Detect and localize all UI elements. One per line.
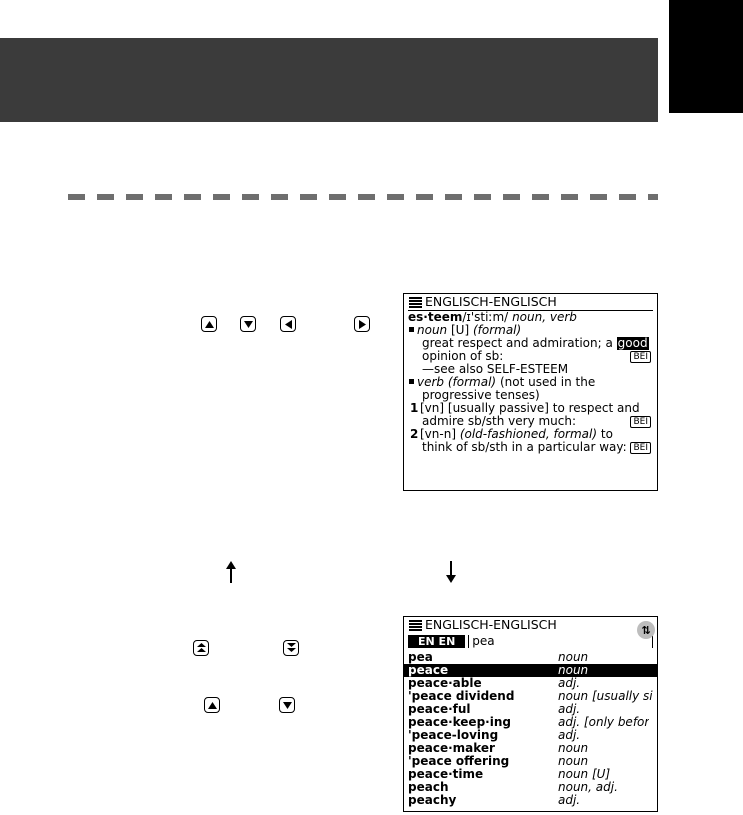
- example-button[interactable]: BEI: [630, 442, 651, 454]
- dashed-divider: [68, 194, 658, 200]
- list-item[interactable]: [404, 755, 657, 768]
- up-key-icon: [204, 697, 220, 713]
- right-key-icon: [354, 316, 370, 332]
- page-up-key-icon: [193, 640, 209, 656]
- part-of-speech: verb: [417, 376, 445, 389]
- register-label: (old-fashioned, formal): [459, 428, 598, 441]
- screen-title: ENGLISCH-ENGLISCH: [425, 617, 557, 632]
- up-key-icon: [201, 316, 217, 332]
- entry-line: [408, 376, 653, 389]
- list-item-word: 'peace dividend: [408, 690, 515, 703]
- list-item-pos: noun [usually si: [558, 690, 653, 703]
- list-item-word: peace·time: [408, 768, 484, 781]
- menu-icon: [409, 297, 422, 307]
- highlighted-word: good: [617, 337, 648, 350]
- left-key-icon: [280, 316, 296, 332]
- down-arrow-icon: [446, 561, 456, 583]
- list-item-word: peace: [408, 664, 449, 677]
- list-item[interactable]: [404, 677, 657, 690]
- list-item[interactable]: [404, 742, 657, 755]
- entry-body: [404, 311, 657, 454]
- entry-text: great respect and admiration; a: [422, 337, 617, 350]
- list-item-word: peace·ful: [408, 703, 471, 716]
- list-item[interactable]: [404, 703, 657, 716]
- register-label: (formal): [472, 324, 522, 337]
- list-item-pos: noun [U]: [558, 768, 611, 781]
- register-label: (formal): [447, 376, 497, 389]
- entry-line: [408, 350, 653, 363]
- entry-line: [408, 441, 653, 454]
- list-item-word: 'peace offering: [408, 755, 510, 768]
- example-button[interactable]: BEI: [630, 416, 651, 428]
- list-item-word: peace·keep·ing: [408, 716, 511, 729]
- word-list-screen: [403, 616, 658, 812]
- part-of-speech: noun, verb: [512, 311, 577, 324]
- list-item-pos: noun: [558, 742, 589, 755]
- word-list: [404, 651, 657, 807]
- sense-number: 2: [410, 428, 419, 441]
- list-item[interactable]: [404, 781, 657, 794]
- list-item-pos: noun: [558, 755, 589, 768]
- screen-title-bar: [404, 294, 657, 310]
- entry-text: [U]: [447, 324, 473, 337]
- entry-line: [408, 402, 653, 415]
- list-item[interactable]: [404, 651, 657, 664]
- headword: es·teem: [408, 311, 463, 324]
- search-input[interactable]: pea: [468, 635, 653, 648]
- list-item[interactable]: [404, 794, 657, 807]
- entry-line: [408, 324, 653, 337]
- menu-icon: [409, 620, 422, 630]
- list-item-pos: adj.: [558, 677, 581, 690]
- entry-text: admire sb/sth very much:: [422, 415, 577, 428]
- example-button[interactable]: BEI: [630, 351, 651, 363]
- list-item-pos: adj.: [558, 729, 581, 742]
- list-item-word: peace·able: [408, 677, 482, 690]
- entry-line: [408, 428, 653, 441]
- list-item-pos: adj. [only befor: [558, 716, 650, 729]
- section-header-bar: [0, 38, 658, 122]
- list-item[interactable]: [404, 729, 657, 742]
- entry-text: (not used in the: [496, 376, 596, 389]
- list-item-pos: noun: [558, 664, 589, 677]
- screen-title: ENGLISCH-ENGLISCH: [425, 294, 557, 309]
- pronunciation: /ɪ'stiːm/: [462, 311, 509, 324]
- headword-line: [408, 311, 653, 324]
- dictionary-badge: EN EN: [408, 635, 465, 648]
- list-item[interactable]: [404, 768, 657, 781]
- entry-line: [408, 363, 653, 376]
- list-item-word: peachy: [408, 794, 457, 807]
- entry-text: think of sb/sth in a particular way:: [422, 441, 627, 454]
- entry-line: [408, 415, 653, 428]
- list-item-word: peace·maker: [408, 742, 495, 755]
- entry-text: progressive tenses): [422, 389, 540, 402]
- list-item-word: 'peace-loving: [408, 729, 499, 742]
- down-key-icon: [279, 697, 295, 713]
- list-item-word: pea: [408, 651, 433, 664]
- list-item-pos: noun: [558, 651, 589, 664]
- entry-text: [vn] [usually passive] to respect and: [420, 402, 640, 415]
- down-key-icon: [240, 316, 256, 332]
- list-item-word: peach: [408, 781, 449, 794]
- search-row: [408, 634, 653, 649]
- list-item-pos: noun, adj.: [558, 781, 618, 794]
- list-item[interactable]: [404, 716, 657, 729]
- entry-text: [vn-n]: [420, 428, 460, 441]
- part-of-speech: noun: [417, 324, 448, 337]
- entry-text: opinion of sb:: [422, 350, 504, 363]
- bullet-icon: [409, 379, 414, 384]
- dictionary-entry-screen: [403, 293, 658, 491]
- screen-title-bar: [404, 617, 657, 633]
- scroll-updown-icon[interactable]: ⇅: [637, 621, 655, 639]
- sense-number: 1: [410, 402, 419, 415]
- bullet-icon: [409, 327, 414, 332]
- list-item-pos: adj.: [558, 794, 581, 807]
- entry-text: —see also SELF-ESTEEM: [422, 363, 569, 376]
- up-arrow-icon: [226, 561, 236, 583]
- entry-line: [408, 337, 653, 350]
- entry-text: to: [597, 428, 613, 441]
- chapter-tab: [669, 0, 743, 113]
- page-down-key-icon: [283, 640, 299, 656]
- list-item[interactable]: [404, 690, 657, 703]
- list-item-pos: adj.: [558, 703, 581, 716]
- list-item-selected[interactable]: [404, 664, 657, 677]
- entry-line: [408, 389, 653, 402]
